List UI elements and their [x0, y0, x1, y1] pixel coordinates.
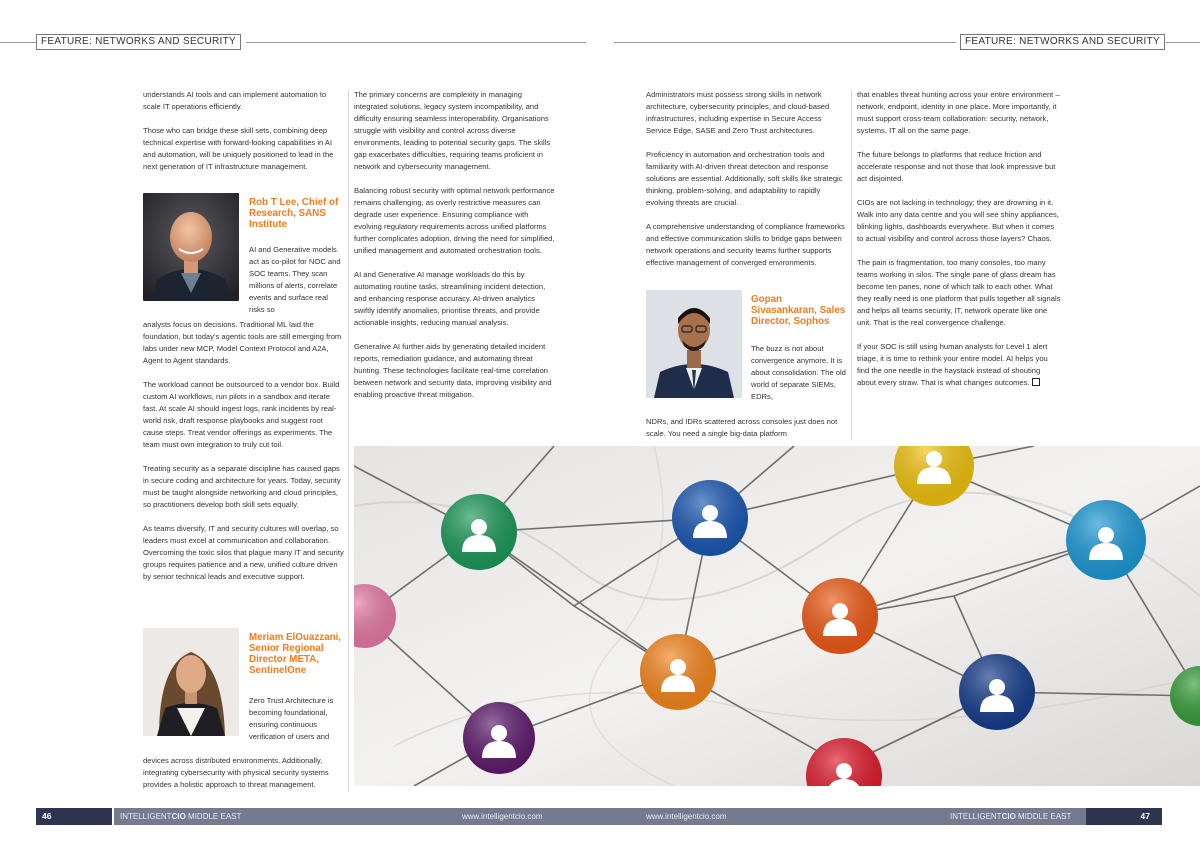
- paragraph: A comprehensive understanding of compliance frameworks and effective communication skills to bridge gaps between network operations and security teams further supports effective management of converged environments.: [646, 222, 845, 267]
- paragraph: The workload cannot be outsourced to a vendor box. Build custom AI workflows, run pilots in a sandbox and iterate fast. At scale AI should ingest logs, rank incidents by real-world risk, draft response playbooks and suggest root cause steps. Treat vendor offerings as experiments. The team must own integration to truly cut toil.: [143, 380, 340, 449]
- page-number-right: [1086, 808, 1162, 825]
- gopan-quote: The buzz is not about convergence anymore. It is about consolidation. The old world of separate SIEMs, EDRs,: [751, 344, 846, 401]
- column-1-continued: [143, 319, 345, 595]
- paragraph: If your SOC is still using human analysts for Level 1 alert triage, it is time to rethink your entire model. AI helps you find the one needle in the haystack instead of shouting about every straw. That is what changes outcomes.: [857, 342, 1048, 387]
- brand-text: INTELLIGENT: [120, 812, 172, 821]
- column-1: [143, 89, 345, 185]
- column-1-bottom: [143, 755, 353, 791]
- rob-lee-name: Rob T Lee, Chief of Research, SANS Institute: [249, 197, 339, 230]
- footer-bar-right: [600, 808, 1086, 825]
- paragraph: that enables threat hunting across your entire environment – network, endpoint, identity in one place. More importantly, it must support cross-team collaboration: security, network, systems, IT all on the same page.: [857, 90, 1060, 135]
- page-number: 46: [42, 811, 52, 821]
- header-rule-left: [0, 42, 36, 43]
- header-rule-right: [1166, 42, 1200, 43]
- header-rule-mid-right: [614, 42, 956, 43]
- rob-lee-quote-continued: analysts focus on decisions. Traditional ML laid the foundation, but today’s agentic tools are still emerging from labs under new MCP, Model Context Protocol and A2A, Agent to Agent standards.: [143, 320, 342, 365]
- paragraph: As teams diversify, IT and security cultures will overlap, so leaders must excel at communication and collaboration. Overcoming the toxic silos that plague many IT and security groups requires patience and a new, unified culture driven by senior technical leads and executive support.: [143, 524, 344, 581]
- header-rule-mid-left: [246, 42, 586, 43]
- meriam-block: [249, 632, 345, 743]
- page-number-left: [36, 808, 112, 825]
- page-number: 47: [1140, 811, 1150, 821]
- paragraph: The pain is fragmentation, too many consoles, too many teams working in silos. The single pane of glass dream has become ten panes, none of which talk to each other. What they really need is one platform that pulls together all signals and helps all teams security, IT, network operate like one unit. That is the real convergence challenge.: [857, 258, 1061, 327]
- gopan-sivasankaran-photo: [646, 290, 742, 398]
- section-tag-left: FEATURE: NETWORKS AND SECURITY: [36, 34, 241, 50]
- paragraph: Those who can bridge these skill sets, combining deep technical expertise with forward-looking capabilities in AI and automation, will be uniquely positioned to lead in the next generation of IT infrastructure management.: [143, 126, 334, 171]
- column-4: [857, 89, 1061, 401]
- brand-text: MIDDLE EAST: [1015, 812, 1072, 821]
- gopan-quote-continued: NDRs, and IDRs scattered across consoles just does not scale. You need a single big-data platform: [646, 417, 838, 438]
- paragraph: The future belongs to platforms that reduce friction and accelerate response and not those that look impressive but act disjointed.: [857, 150, 1056, 183]
- paragraph: Balancing robust security with optimal network performance remains challenging, as overly restrictive measures can degrade user experience. Ensuring compliance with evolving regulatory requirements across unified platforms further complicates adoption, driving the need for simplified, unified management and automated orchestration tools.: [354, 186, 555, 255]
- network-illustration-svg: [354, 446, 1200, 786]
- column-divider: [851, 90, 852, 440]
- network-node-navy: [959, 654, 1035, 730]
- meriam-elouazzani-photo: [143, 628, 239, 736]
- rob-lee-block: [249, 197, 345, 316]
- paragraph: AI and Generative AI manage workloads do this by automating routine tasks, streamlining incident detection, and enhancing response accuracy. AI-driven analytics swiftly identify anomalies, prioritise threats, and provide actionable insights, reducing manual analysis.: [354, 270, 546, 327]
- network-node-purple: [463, 702, 535, 774]
- paragraph: understands AI tools and can implement automation to scale IT operations efficiently.: [143, 90, 327, 111]
- network-illustration: [354, 446, 1200, 786]
- paragraph-last: [857, 341, 1061, 389]
- column-2: [354, 89, 556, 413]
- column-divider: [348, 90, 349, 792]
- paragraph: Generative AI further aids by generating detailed incident reports, remediation guidance, and automating threat hunting. These technologies facilitate real-time correlation between network and security data, improving visibility and enabling proactive threat mitigation.: [354, 342, 552, 399]
- paragraph: Proficiency in automation and orchestration tools and familiarity with AI-driven threat detection and response solutions are essential. Additionally, soft skills like strategic thinking, problem-solving, and adaptability to rapidly evolving threats are crucial.: [646, 150, 843, 207]
- footer-bar-left: [114, 808, 600, 825]
- network-node-green: [441, 494, 517, 570]
- paragraph: The primary concerns are complexity in managing integrated solutions, legacy system incompatibility, and difficulty ensuring seamless interoperability. Organisations struggle with visibility and control across diverse environments, leading to potential security gaps. The skills gap exacerbates difficulties, requiring teams proficient in network and cybersecurity management.: [354, 90, 551, 171]
- brand-text-bold: CIO: [1001, 812, 1016, 821]
- gopan-block: [751, 294, 847, 403]
- website-link-left[interactable]: www.intelligentcio.com: [462, 812, 543, 821]
- column-3: [646, 89, 848, 281]
- meriam-quote: Zero Trust Architecture is becoming foundational, ensuring continuous verification of users and: [249, 696, 334, 741]
- meriam-elouazzani-name: Meriam ElOuazzani, Senior Regional Director META, SentinelOne: [249, 632, 342, 676]
- network-node-blue: [672, 480, 748, 556]
- brand-text: INTELLIGENT: [950, 812, 1002, 821]
- network-node-orange-2: [640, 634, 716, 710]
- network-node-sky: [1066, 500, 1146, 580]
- website-link-right[interactable]: www.intelligentcio.com: [646, 812, 727, 821]
- column-3-bottom: [646, 416, 848, 440]
- gopan-sivasankaran-name: Gopan Sivasankaran, Sales Director, Sophos: [751, 294, 846, 327]
- brand-logo-left: [120, 808, 241, 825]
- paragraph: Administrators must possess strong skills in network architecture, cybersecurity principles, and cloud-based infrastructures, including expertise in Secure Access Service Edge, SASE and Zero Trust architectures.: [646, 90, 830, 135]
- paragraph: CIOs are not lacking in technology; they are drowning in it. Walk into any data centre and you will see shiny appliances, blinking lights, dashboards everywhere. But when it comes to actual visibility and control across those layers? Chaos.: [857, 198, 1059, 243]
- brand-logo-right: [950, 808, 1071, 825]
- brand-text: MIDDLE EAST: [185, 812, 242, 821]
- end-of-article-icon: [1032, 378, 1040, 386]
- brand-text-bold: CIO: [171, 812, 186, 821]
- network-node-orange: [802, 578, 878, 654]
- meriam-quote-continued: devices across distributed environments. Additionally, integrating cybersecurity with physical security systems provides a holistic approach to threat management.: [143, 756, 329, 789]
- rob-lee-photo: [143, 193, 239, 301]
- paragraph: Treating security as a separate discipline has caused gaps in secure coding and architecture for years. Today, security must be taught alongside networking and cloud principles, so practitioners develop both skill sets equally.: [143, 464, 341, 509]
- section-tag-right: FEATURE: NETWORKS AND SECURITY: [960, 34, 1165, 50]
- rob-lee-quote: AI and Generative models act as co-pilot for NOC and SOC teams. They scan millions of alerts, correlate events and surface real risks so: [249, 245, 341, 314]
